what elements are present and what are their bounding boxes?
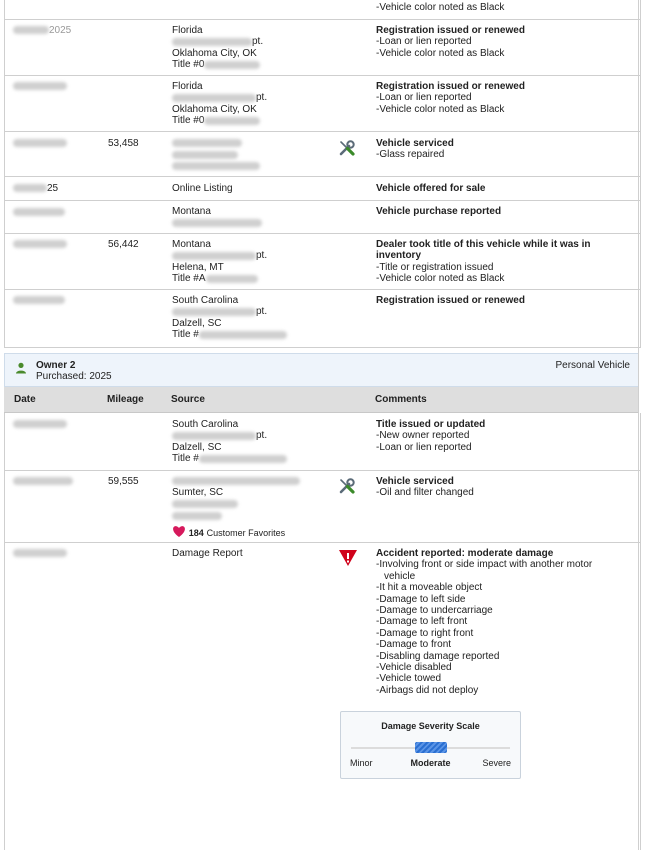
owner2-history-table [4, 413, 641, 850]
record-source: Florida pt. Oklahoma City, OK Title #0 [172, 25, 264, 71]
record-comments: Vehicle offered for sale [376, 183, 486, 194]
header-comments: Comments [375, 394, 427, 405]
record-date [13, 81, 67, 92]
owner-title: Owner 2 [36, 360, 76, 371]
record-comments: Vehicle serviced -Oil and filter changed [376, 476, 474, 499]
record-date [13, 239, 67, 250]
table-row [5, 0, 640, 20]
vehicle-history-report [4, 0, 639, 850]
damage-severity-scale [340, 711, 521, 779]
table-row [5, 19, 640, 76]
table-row [5, 542, 640, 850]
record-date: 2025 [13, 25, 71, 36]
customer-favorites[interactable]: 184 Customer Favorites [172, 525, 300, 541]
scale-max-label: Severe [482, 758, 511, 768]
heart-icon [172, 525, 186, 541]
record-source: Montana pt. Helena, MT Title #A [172, 239, 268, 285]
record-source [172, 138, 260, 172]
table-row [5, 131, 640, 177]
comment-line: -Vehicle color noted as Black [376, 2, 505, 13]
record-source: Florida pt. Oklahoma City, OK Title #0 [172, 81, 268, 127]
record-date [13, 419, 67, 430]
record-date [13, 138, 67, 149]
record-source: South Carolina pt. Dalzell, SC Title # [172, 419, 287, 465]
history-table-header [4, 387, 639, 413]
record-date: 25 [13, 183, 58, 194]
record-comments: Vehicle purchase reported [376, 206, 502, 217]
record-mileage: 59,555 [108, 476, 139, 487]
record-comments: Registration issued or renewed [376, 295, 525, 306]
scale-current-label: Moderate [410, 758, 451, 768]
record-date [13, 295, 65, 306]
record-date [13, 207, 65, 218]
record-comments: Accident reported: moderate damage -Involving front or side impact with another motor vehicle -It hit a moveable object -Damage to left side -Damage to undercarriage -Damage to left front -Damage to right front -Damage to front -Disabling damage reported -Vehicle disabled -Vehicle towed -Airbags did not deploy [376, 548, 593, 696]
record-comments: Vehicle serviced -Glass repaired [376, 138, 454, 161]
record-date [13, 476, 73, 487]
table-row [5, 413, 640, 471]
record-date [13, 548, 67, 559]
header-date: Date [14, 394, 36, 405]
person-icon [15, 362, 27, 377]
owner1-history-table [4, 0, 641, 348]
scale-marker [415, 742, 447, 753]
record-comments: Registration issued or renewed -Loan or lien reported -Vehicle color noted as Black [376, 25, 525, 59]
record-source: Sumter, SC 184 Customer Favorites [172, 476, 300, 541]
owner-header [4, 353, 639, 387]
table-row [5, 233, 640, 290]
warning-icon [338, 549, 358, 570]
page-right-border [638, 0, 639, 850]
owner-vehicle-type: Personal Vehicle [555, 360, 630, 371]
table-row [5, 289, 640, 346]
record-source: South Carolina pt. Dalzell, SC Title # [172, 295, 287, 341]
record-mileage: 56,442 [108, 239, 139, 250]
table-row [5, 470, 640, 543]
wrench-screwdriver-icon [338, 139, 356, 160]
header-source: Source [171, 394, 205, 405]
record-source: Montana [172, 206, 262, 229]
table-row [5, 200, 640, 234]
owner-purchased: Purchased: 2025 [36, 371, 112, 382]
record-source: Online Listing [172, 183, 233, 194]
table-row [5, 176, 640, 201]
wrench-screwdriver-icon [338, 477, 356, 498]
scale-min-label: Minor [350, 758, 373, 768]
header-mileage: Mileage [107, 394, 144, 405]
record-source: Damage Report [172, 548, 243, 559]
scale-title: Damage Severity Scale [381, 721, 480, 731]
record-comments: Registration issued or renewed -Loan or lien reported -Vehicle color noted as Black [376, 81, 525, 115]
record-comments: Title issued or updated -New owner reported -Loan or lien reported [376, 419, 486, 453]
table-row [5, 75, 640, 132]
record-mileage: 53,458 [108, 138, 139, 149]
record-comments: Dealer took title of this vehicle while it was in inventory -Title or registration issued -Vehicle color noted as Black [376, 239, 591, 285]
